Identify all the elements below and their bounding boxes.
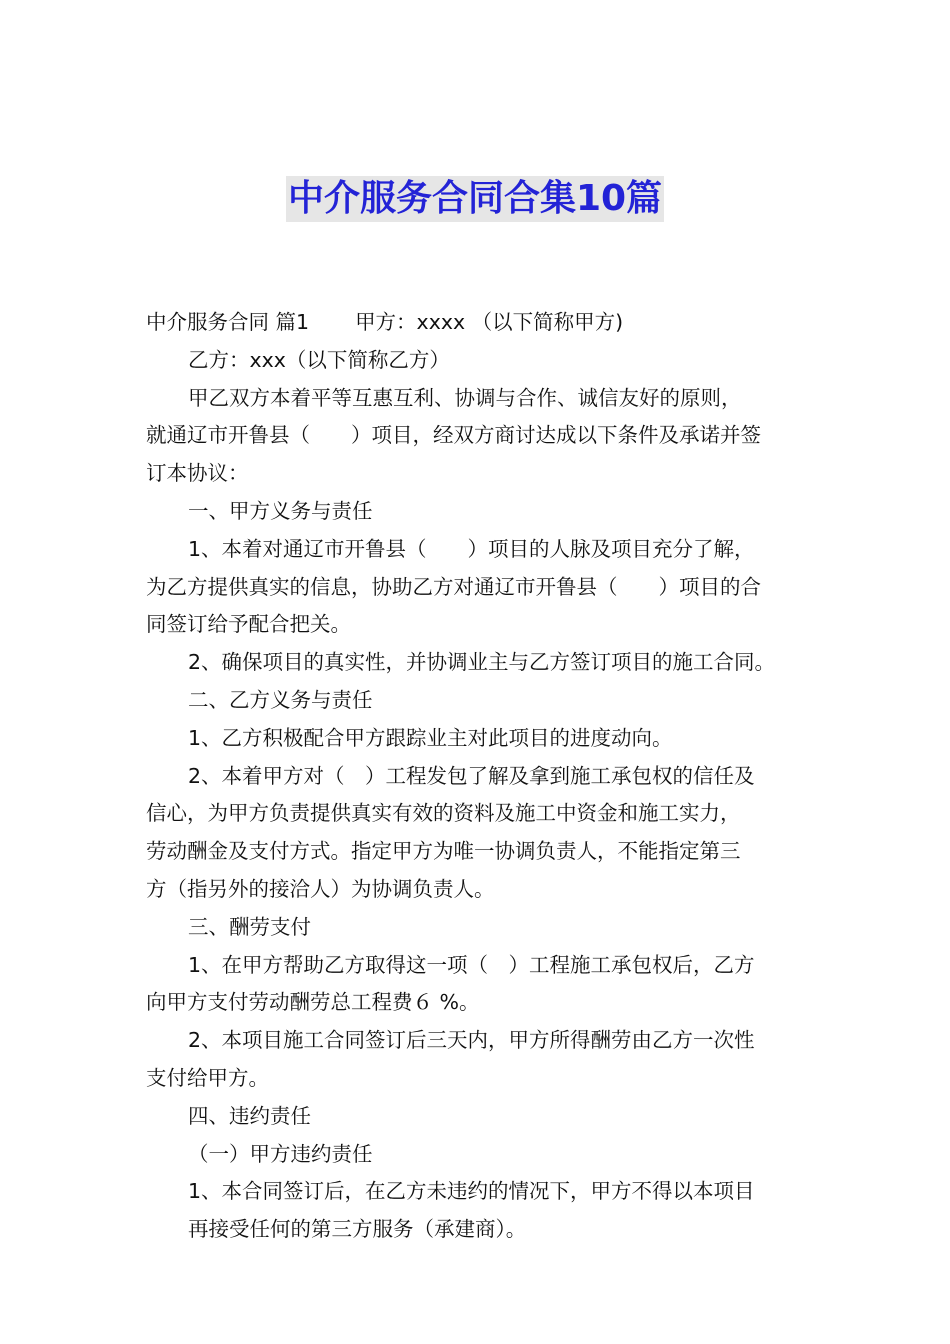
subsection-heading: （一）甲方违约责任 (188, 1141, 373, 1166)
section-heading: 一、甲方义务与责任 (188, 498, 373, 523)
paragraph-line: 2、本项目施工合同签订后三天内，甲方所得酬劳由乙方一次性 (188, 1028, 755, 1053)
paragraph-line: 就通辽市开鲁县（ ）项目，经双方商讨达成以下条件及承诺并签 (146, 423, 761, 448)
document-title: 中介服务合同合集10篇 (286, 176, 664, 222)
contract-heading-line (146, 304, 814, 342)
paragraph-line: 1、本着对通辽市开鲁县（ ）项目的人脉及项目充分了解， (188, 536, 755, 561)
paragraph-line: 1、在甲方帮助乙方取得这一项（ ）工程施工承包权后，乙方 (188, 952, 755, 977)
paragraph-line: 为乙方提供真实的信息，协助乙方对通辽市开鲁县（ ）项目的合 (146, 574, 761, 599)
paragraph-line: 劳动酬金及支付方式。指定甲方为唯一协调负责人，不能指定第三 (146, 839, 741, 864)
paragraph-line: 2、本着甲方对（ ）工程发包了解及拿到施工承包权的信任及 (188, 763, 755, 788)
section-heading: 四、违约责任 (188, 1103, 311, 1128)
document-body (146, 304, 814, 1249)
paragraph-line: 再接受任何的第三方服务（承建商）。 (188, 1217, 527, 1242)
paragraph-line: 乙方：xxx（以下简称乙方） (188, 347, 450, 372)
title-container (0, 176, 950, 222)
paragraph-line: 1、本合同签订后，在乙方未违约的情况下，甲方不得以本项目 (188, 1179, 755, 1204)
paragraph-line: 订本协议： (146, 461, 249, 486)
paragraph-line: 信心，为甲方负责提供真实有效的资料及施工中资金和施工实力， (146, 801, 741, 826)
paragraph-line: 方（指另外的接洽人）为协调负责人。 (146, 876, 495, 901)
paragraph-line: 向甲方支付劳动酬劳总工程费６ %。 (146, 990, 480, 1015)
paragraph-line: 2、确保项目的真实性，并协调业主与乙方签订项目的施工合同。 (188, 650, 776, 675)
paragraph-line: 甲乙双方本着平等互惠互利、协调与合作、诚信友好的原则， (188, 385, 742, 410)
paragraph-line: 1、乙方积极配合甲方跟踪业主对此项目的进度动向。 (188, 725, 673, 750)
contract-heading: 中介服务合同 篇1 (146, 310, 310, 334)
paragraph-line: 支付给甲方。 (146, 1065, 269, 1090)
paragraph-line: 同签订给予配合把关。 (146, 612, 351, 637)
section-heading: 三、酬劳支付 (188, 914, 311, 939)
party-a-line: 甲方：xxxx （以下简称甲方) (355, 310, 624, 334)
section-heading: 二、乙方义务与责任 (188, 687, 373, 712)
